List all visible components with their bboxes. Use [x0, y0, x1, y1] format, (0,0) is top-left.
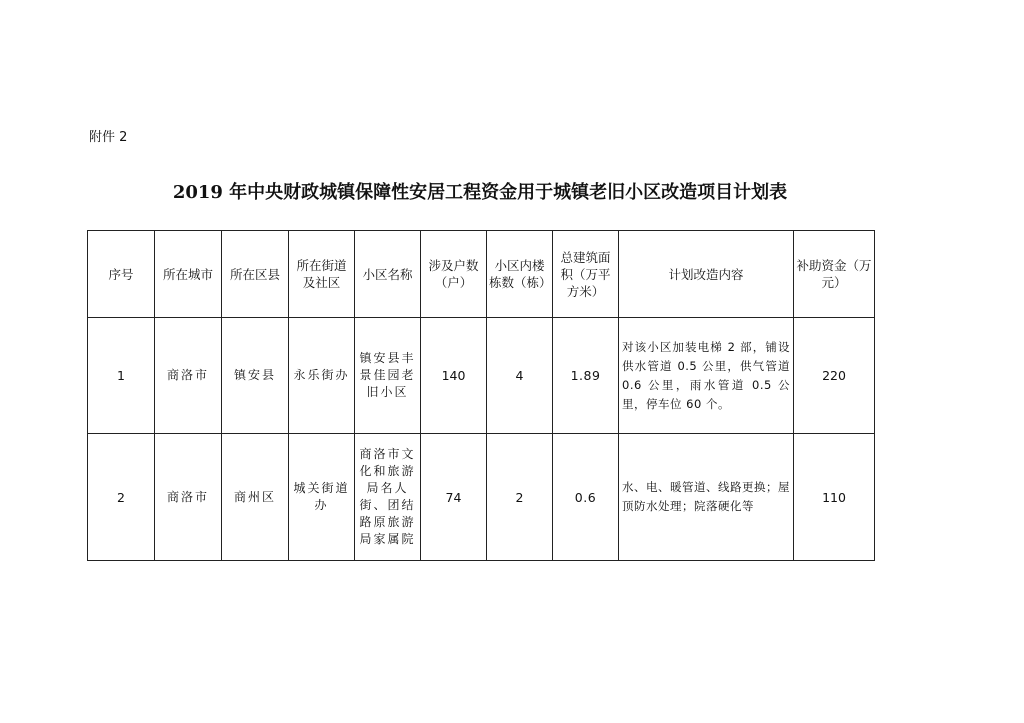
attachment-label: 附件 2	[89, 130, 128, 145]
cell-street: 城关街道办	[289, 434, 355, 561]
cell-name: 镇安县丰景佳园老旧小区	[355, 318, 421, 434]
header-subsidy: 补助资金（万元）	[794, 231, 875, 318]
header-row	[88, 231, 875, 318]
table-row	[88, 434, 875, 561]
table-row	[88, 318, 875, 434]
header-city: 所在城市	[155, 231, 222, 318]
header-households: 涉及户数（户）	[421, 231, 487, 318]
header-seq: 序号	[88, 231, 155, 318]
header-area: 总建筑面积（万平方米）	[553, 231, 619, 318]
cell-subsidy: 110	[794, 434, 875, 561]
plan-table	[87, 230, 875, 561]
header-name: 小区名称	[355, 231, 421, 318]
cell-area: 0.6	[553, 434, 619, 561]
cell-city: 商洛市	[155, 318, 222, 434]
cell-households: 74	[421, 434, 487, 561]
cell-area: 1.89	[553, 318, 619, 434]
header-plan: 计划改造内容	[619, 231, 794, 318]
cell-city: 商洛市	[155, 434, 222, 561]
header-street: 所在街道及社区	[289, 231, 355, 318]
cell-plan: 对该小区加装电梯 2 部，铺设供水管道 0.5 公里，供气管道 0.6 公里，雨水管道 0.5 公里，停车位 60 个。	[619, 318, 794, 434]
document-title: 2019 年中央财政城镇保障性安居工程资金用于城镇老旧小区改造项目计划表	[172, 182, 788, 203]
cell-households: 140	[421, 318, 487, 434]
cell-county: 镇安县	[222, 318, 289, 434]
cell-street: 永乐街办	[289, 318, 355, 434]
header-county: 所在区县	[222, 231, 289, 318]
cell-name: 商洛市文化和旅游局名人街、团结路原旅游局家属院	[355, 434, 421, 561]
cell-buildings: 4	[487, 318, 553, 434]
cell-plan: 水、电、暖管道、线路更换；屋顶防水处理；院落硬化等	[619, 434, 794, 561]
header-buildings: 小区内楼栋数（栋）	[487, 231, 553, 318]
cell-seq: 2	[88, 434, 155, 561]
cell-seq: 1	[88, 318, 155, 434]
cell-subsidy: 220	[794, 318, 875, 434]
cell-buildings: 2	[487, 434, 553, 561]
cell-county: 商州区	[222, 434, 289, 561]
